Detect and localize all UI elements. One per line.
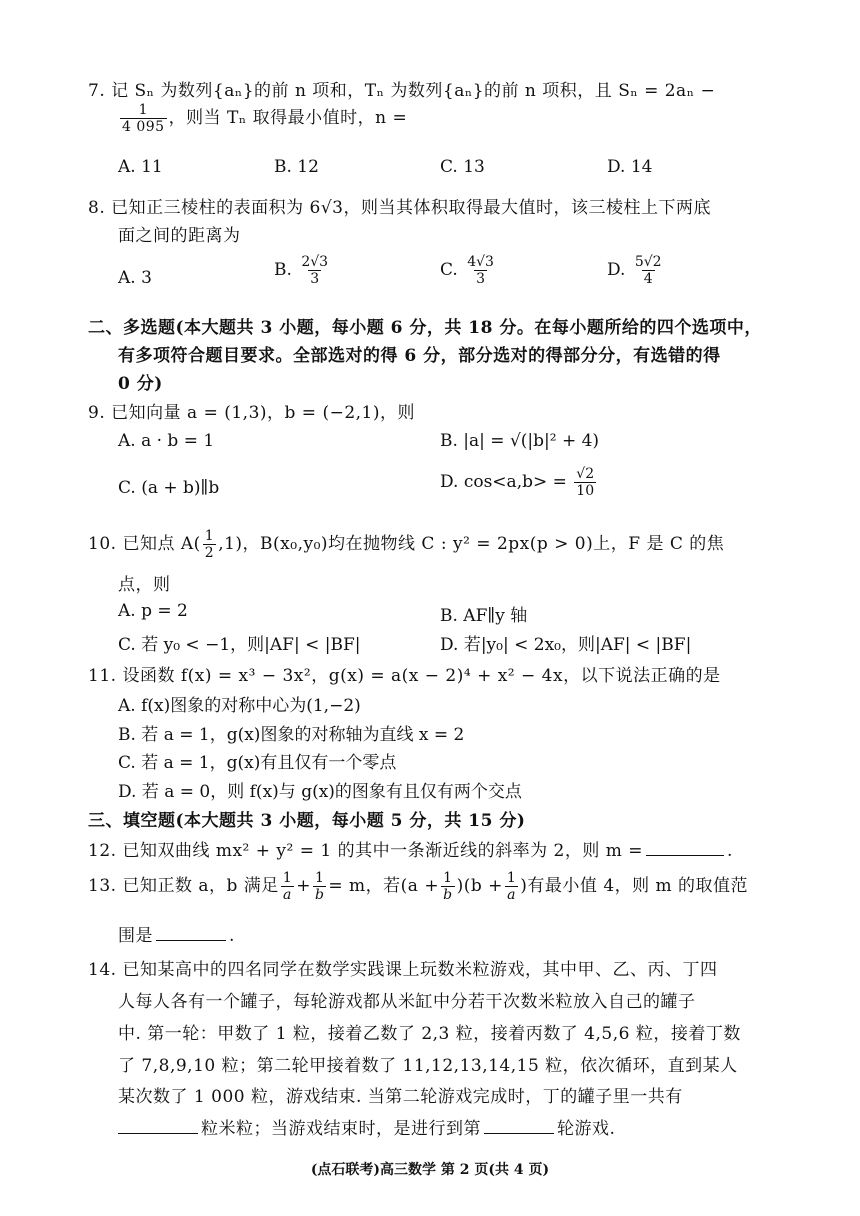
q13-line2-text: 围是 xyxy=(118,926,153,946)
q8-option-b-label: B. xyxy=(274,260,292,281)
q14-line1: 14. 已知某高中的四名同学在数学实践课上玩数米粒游戏，其中甲、乙、丙、丁四 xyxy=(88,960,718,980)
q14-line6-mid: 粒米粒；当游戏结束时，是进行到第 xyxy=(201,1119,481,1139)
q11-option-d: D. 若 a = 0，则 f(x)与 g(x)的图象有且仅有两个交点 xyxy=(118,782,522,802)
q7-fraction xyxy=(120,102,167,135)
q13-frac2 xyxy=(313,870,326,903)
q9-option-d-fraction xyxy=(574,466,596,499)
q13-line2 xyxy=(118,921,235,946)
q14-line6-end: 轮游戏. xyxy=(557,1119,616,1139)
q8-option-c-label: C. xyxy=(440,260,458,281)
q13-f3-den: b xyxy=(443,887,453,904)
q14-answer-blank-2 xyxy=(484,1119,554,1134)
q7-line1: 7. 记 Sₙ 为数列{aₙ}的前 n 项和，Tₙ 为数列{aₙ}的前 n 项积，且 Sₙ = 2aₙ − xyxy=(88,81,716,101)
q12-answer-blank xyxy=(646,841,724,856)
q14-line2: 人每人各有一个罐子，每轮游戏都从米缸中分若干次数米粒放入自己的罐子 xyxy=(118,992,696,1012)
section2-heading-line2: 有多项符合题目要求。全部选对的得 6 分，部分选对的得部分分，有选错的得 xyxy=(118,346,721,366)
q14-answer-blank-1 xyxy=(118,1119,198,1134)
q13-frac4 xyxy=(505,870,518,903)
q7-frac-den: 4 095 xyxy=(122,119,165,136)
q8-option-c xyxy=(440,254,498,287)
q13-f1-num: 1 xyxy=(282,870,293,886)
q9-d-den: 10 xyxy=(576,483,595,500)
q10-option-d: D. 若|y₀| < 2x₀，则|AF| < |BF| xyxy=(440,635,692,655)
q14-line6 xyxy=(118,1114,615,1139)
q13-f4-den: a xyxy=(507,887,516,904)
q7-option-c: C. 13 xyxy=(440,157,485,177)
q8-option-b xyxy=(274,254,332,287)
q8-d-num: 5√2 xyxy=(634,254,662,270)
q13-post: )有最小值 4，则 m 的取值范 xyxy=(520,876,749,897)
q9-option-d-text: D. cos<a,b> = xyxy=(440,472,567,493)
q8-c-num: 4√3 xyxy=(467,254,494,270)
q10-line2: 点，则 xyxy=(118,575,171,595)
q9-option-d xyxy=(440,466,598,499)
q7-line2-text: ，则当 Tₙ 取得最小值时，n = xyxy=(168,108,408,129)
q12-end: . xyxy=(727,841,733,861)
q10-fraction xyxy=(203,528,216,561)
q8-d-den: 4 xyxy=(643,271,653,288)
q13-f1-den: a xyxy=(283,887,292,904)
q9-option-b: B. |a| = √(|b|² + 4) xyxy=(440,431,600,451)
q13-f2-den: b xyxy=(314,887,325,904)
q7-option-d: D. 14 xyxy=(607,157,653,177)
q14-line3: 中. 第一轮：甲数了 1 粒，接着乙数了 2,3 粒，接着丙数了 4,5,6 粒，接着丁数 xyxy=(118,1024,741,1044)
page-footer: (点石联考)高三数学 第 2 页(共 4 页) xyxy=(310,1162,550,1178)
q8-option-b-fraction xyxy=(299,254,330,287)
q10-option-c: C. 若 y₀ < −1，则|AF| < |BF| xyxy=(118,635,361,655)
q8-b-num: 2√3 xyxy=(301,254,329,270)
q8-option-a: A. 3 xyxy=(118,268,152,288)
q10-option-a: A. p = 2 xyxy=(118,601,188,621)
q10-line1 xyxy=(88,528,724,561)
q8-line2: 面之间的距离为 xyxy=(118,226,241,246)
section3-heading: 三、填空题(本大题共 3 小题，每小题 5 分，共 15 分) xyxy=(88,811,526,831)
q9-option-c: C. (a + b)∥b xyxy=(118,478,220,498)
q14-line5: 某次数了 1 000 粒，游戏结束. 当第二轮游戏完成时，丁的罐子里一共有 xyxy=(118,1087,683,1107)
q13-end: . xyxy=(229,926,235,946)
q13-mid2: )(b + xyxy=(456,876,503,897)
q12-line xyxy=(88,836,733,861)
q8-option-d xyxy=(607,254,666,287)
q13-pre: 13. 已知正数 a，b 满足 xyxy=(88,876,279,897)
q14-line4: 了 7,8,9,10 粒；第二轮甲接着数了 11,12,13,14,15 粒，依次循环，直到某人 xyxy=(118,1056,738,1076)
q7-option-a: A. 11 xyxy=(118,157,163,177)
q13-f2-num: 1 xyxy=(314,870,325,886)
q13-frac1 xyxy=(281,870,294,903)
q8-line1: 8. 已知正三棱柱的表面积为 6√3，则当其体积取得最大值时，该三棱柱上下两底 xyxy=(88,198,711,218)
q9-stem: 9. 已知向量 a = (1,3)，b = (−2,1)，则 xyxy=(88,403,415,423)
q13-mid: = m，若(a + xyxy=(328,876,440,897)
q8-option-c-fraction xyxy=(465,254,496,287)
q11-option-c: C. 若 a = 1，g(x)有且仅有一个零点 xyxy=(118,753,397,773)
q7-option-b: B. 12 xyxy=(274,157,319,177)
q11-stem: 11. 设函数 f(x) = x³ − 3x²，g(x) = a(x − 2)⁴ + x² − 4x，以下说法正确的是 xyxy=(88,666,721,686)
q8-option-d-label: D. xyxy=(607,260,626,281)
q8-option-d-fraction xyxy=(633,254,664,287)
q13-line1 xyxy=(88,870,748,903)
q13-f3-num: 1 xyxy=(443,870,453,886)
q7-line2 xyxy=(118,102,407,135)
q13-frac3 xyxy=(441,870,454,903)
q10-pre: 10. 已知点 A( xyxy=(88,534,201,555)
q10-option-b: B. AF∥y 轴 xyxy=(440,606,528,626)
q12-text: 12. 已知双曲线 mx² + y² = 1 的其中一条渐近线的斜率为 2，则 m = xyxy=(88,841,643,861)
q9-option-a: A. a · b = 1 xyxy=(118,431,215,451)
q8-c-den: 3 xyxy=(476,271,486,288)
q10-frac-num: 1 xyxy=(204,528,215,544)
q10-post: ,1)，B(x₀,y₀)均在抛物线 C : y² = 2px(p > 0)上，F 是 C 的焦 xyxy=(218,534,725,555)
section2-heading-line1: 二、多选题(本大题共 3 小题，每小题 6 分，共 18 分。在每小题所给的四个选项中， xyxy=(88,318,762,338)
q8-b-den: 3 xyxy=(310,271,320,288)
q10-frac-den: 2 xyxy=(204,545,215,562)
q7-frac-num: 1 xyxy=(138,102,148,118)
q11-option-a: A. f(x)图象的对称中心为(1,−2) xyxy=(118,696,361,716)
q13-answer-blank xyxy=(156,926,226,941)
q13-f4-num: 1 xyxy=(506,870,517,886)
q13-plus: + xyxy=(296,876,311,897)
q11-option-b: B. 若 a = 1，g(x)图象的对称轴为直线 x = 2 xyxy=(118,725,465,745)
section2-heading-line3: 0 分) xyxy=(118,374,163,394)
q9-d-num: √2 xyxy=(576,466,595,482)
